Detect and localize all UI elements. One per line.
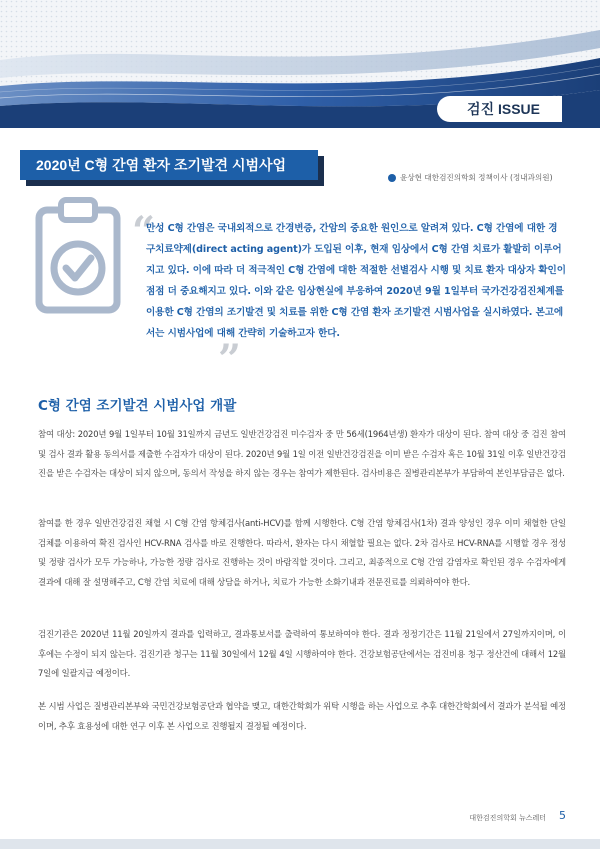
close-quote-icon: ”	[218, 336, 242, 383]
article-title: 2020년 C형 간염 환자 조기발견 시범사업	[20, 150, 318, 180]
section-tag: 검진 ISSUE	[437, 96, 562, 122]
author-line	[388, 172, 553, 183]
body-paragraph-2: 참여를 한 경우 일반건강검진 채혈 시 C형 간염 항체검사(anti-HCV)를 함께 시행한다. C형 간염 항체검사(1차) 결과 양성인 경우 이미 채혈한 단일 검체를 이용하여 확진 검사인 HCV-RNA 검사를 바로 진행한다. 따라서, 환자는 다시 채혈할 필요는 없다. 2차 검사로 HCV-RNA를 시행할 경우 정성 및 정량 검사가 모두 가능하나, 가능한 정량 검사로 진행하는 것이 바람직할 것이다. 그리고, 최종적으로 C형 간염 감염자로 확인된 경우 수검자에게 결과에 대해 잘 설명해주고, C형 간염 치료에 대해 상담을 하거나, 치료가 가능한 소화기내과 전문진료를 의뢰하여야 한다.	[38, 518, 566, 588]
section-heading: C형 간염 조기발견 시범사업 개괄	[38, 398, 237, 414]
page-number: 5	[559, 809, 566, 822]
body-paragraph-1: 참여 대상: 2020년 9월 1일부터 10월 31일까지 금년도 일반건강검진 미수검자 중 만 56세(1964년생) 환자가 대상이 된다. 참여 대상 중 검진 참여 및 검사 결과 활용 동의서를 제출한 수검자가 대상이 된다. 2020년 9월 1일 이전 일반건강검진을 이미 받은 수검자 혹은 10월 31일 이후 일반건강검진을 받은 수검자는 대상이 되지 않으며, 동의서 작성을 하지 않는 경우는 참여가 제한된다. 검사비용은 질병관리본부가 부담하여 본인부담금은 없다.	[38, 429, 566, 479]
author-name: 윤상현 대한검진의학회 정책이사 (정내과의원)	[400, 173, 553, 182]
clipboard-check-icon	[33, 196, 123, 318]
footer-bar	[0, 839, 600, 849]
footer-publication: 대한검진의학회 뉴스레터	[469, 814, 546, 822]
body-paragraph-3: 검진기관은 2020년 11월 20일까지 결과를 입력하고, 결과통보서를 출력하여 통보하여야 한다. 결과 정정기간은 11월 21일에서 27일까지이며, 이후에는 수정이 되지 않는다. 검진기관 청구는 11월 30일에서 12월 4일 시행하여야 한다. 건강보험공단에서는 검진비용 청구 정산건에 대해서 12월 7일에 일괄지급 예정이다.	[38, 629, 566, 679]
abstract-text: 만성 C형 간염은 국내외적으로 간경변증, 간암의 중요한 원인으로 알려져 있다. C형 간염에 대한 경구치료약제(direct acting agent)가 도입된 이후, 현재 임상에서 C형 간염 치료가 활발히 이루어지고 있다. 이에 따라 더 적극적인 C형 간염에 대한 적절한 선별검사 시행 및 치료 환자 대상자 확인이 점점 더 중요해지고 있다. 이와 같은 임상현실에 부응하여 2020년 9월 1일부터 국가건강검진체계를 이용한 C형 간염의 조기발견 및 치료를 위한 C형 간염 환자 조기발견 시범사업을 실시하였다. 본고에서는 시범사업에 대해 간략히 기술하고자 한다.	[146, 223, 566, 339]
body-paragraph-4: 본 시범 사업은 질병관리본부와 국민건강보험공단과 협약을 맺고, 대한간학회가 위탁 시행을 하는 사업으로 추후 대한간학회에서 결과가 분석될 예정이며, 추후 효용성에 대한 연구 이후 본 사업으로 진행될지 결정될 예정이다.	[38, 701, 566, 731]
open-quote-icon: “	[132, 208, 156, 255]
author-bullet-icon	[388, 174, 396, 182]
